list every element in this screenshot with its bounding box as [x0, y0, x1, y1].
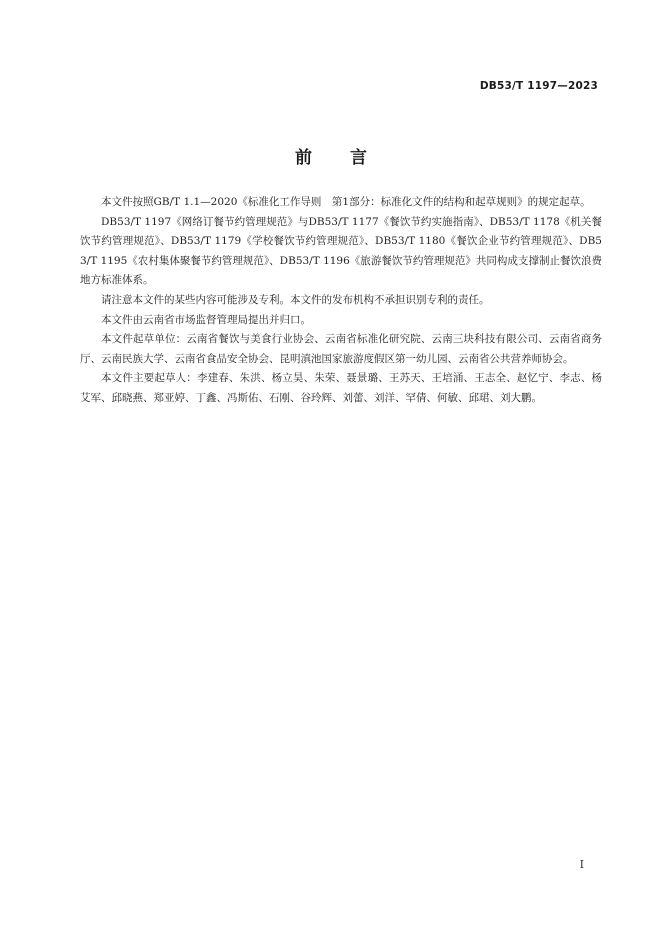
paragraph-patent-notice: 请注意本文件的某些内容可能涉及专利。本文件的发布机构不承担识别专利的责任。 — [101, 293, 490, 306]
paragraph-proposer: 本文件由云南省市场监督管理局提出并归口。 — [101, 313, 311, 326]
paragraph-drafting-units: 本文件起草单位：云南省餐饮与美食行业协会、云南省标准化研究院、云南三块科技有限公司、云南省商务厅、云南民族大学、云南省食品安全协会、昆明滇池国家旅游度假区第一幼儿园、云南省公共营养师协会。 — [80, 333, 602, 365]
document-code: DB53/T 1197—2023 — [479, 80, 598, 92]
paragraph-drafters: 本文件主要起草人：李建春、朱洪、杨立昊、朱荣、聂景璐、王苏天、王培涌、王志全、赵忆宁、李志、杨艾军、邱晓燕、郑亚婷、丁鑫、冯斯佑、石刚、谷玲辉、刘蕾、刘洋、罕倩、何敏、邱珺、刘大鹏。 — [80, 372, 602, 404]
paragraph-drafting-rules: 本文件按照GB/T 1.1—2020《标准化工作导则 第1部分：标准化文件的结构和起草规则》的规定起草。 — [101, 196, 591, 208]
page-title: 前言 — [295, 148, 405, 168]
paragraph-standard-series: DB53/T 1197《网络订餐节约管理规范》与DB53/T 1177《餐饮节约实施指南》、DB53/T 1178《机关餐饮节约管理规范》、DB53/T 1179《学校餐饮节约管理规范》、DB53/T 1180《餐饮企业节约管理规范》、DB53/T 1195《农村集体聚餐节约管理规范》、DB53/T 1196《旅游餐饮节约管理规范》共同构成支撑制止餐饮浪费地方标准体系。 — [80, 215, 602, 287]
foreword-body — [80, 193, 602, 409]
page-number: I — [579, 858, 584, 871]
